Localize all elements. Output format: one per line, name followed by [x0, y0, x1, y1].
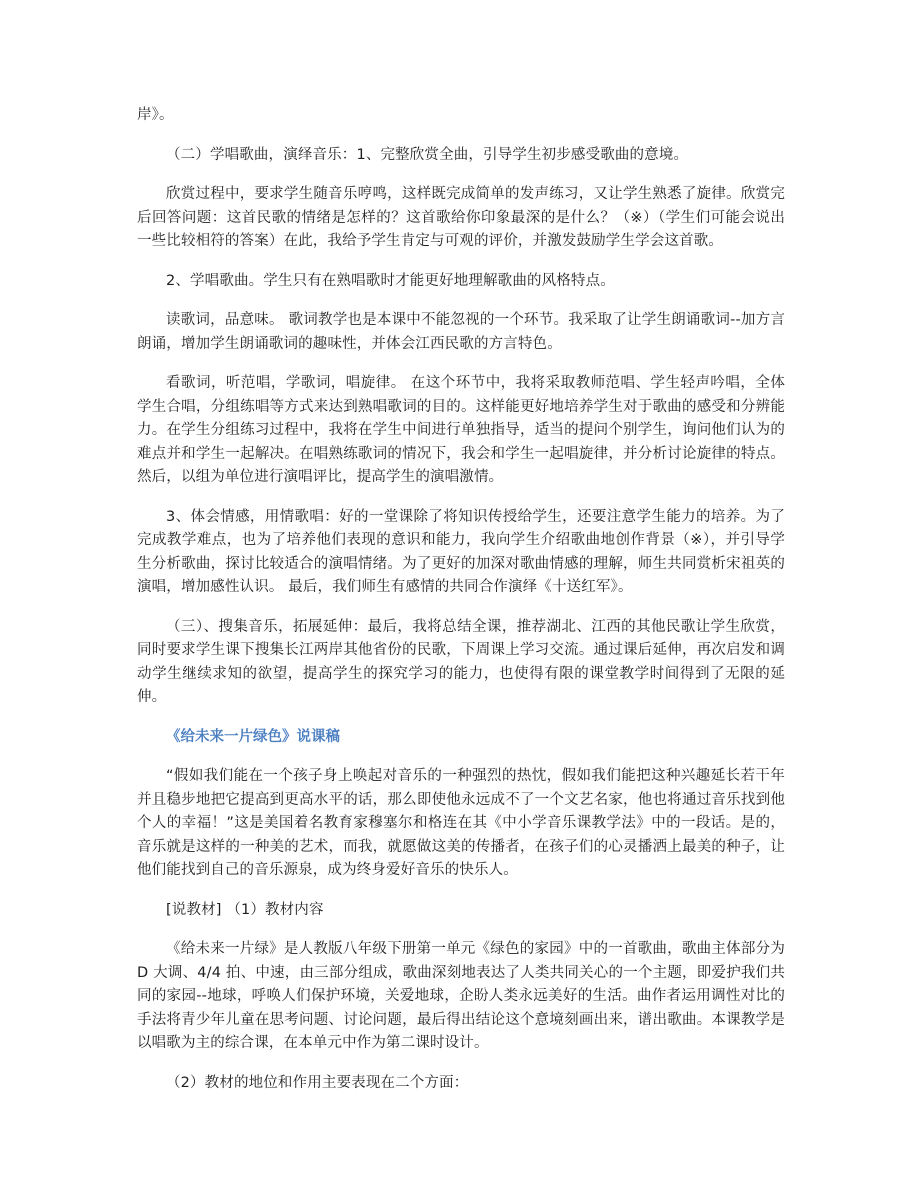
paragraph-sing-melody: 看歌词，听范唱，学歌词，唱旋律。 在这个环节中，我将采取教师范唱、学生轻声吟唱，全体学生合唱，分组练唱等方式来达到熟唱歌词的目的。这样能更好地培养学生对于歌曲的感受和分辨能力。在学生分组练习过程中，我将在学生中间进行单独指导，适当的提问个别学生，询问他们认为的难点并和学生一起解决。在唱熟练歌词的情况下，我会和学生一起唱旋律，并分析讨论旋律的特点。然后，以组为单位进行演唱评比，提高学生的演唱激情。 [137, 375, 785, 485]
paragraph-textbook-role: （2）教材的地位和作用主要表现在二个方面： [166, 1074, 469, 1091]
paragraph-textbook-label: [说教材] （1）教材内容 [166, 901, 324, 918]
paragraph-textbook-content: 《给未来一片绿》是人教版八年级下册第一单元《绿色的家园》中的一首歌曲，歌曲主体部分为 D 大调、4/4 拍、中速，由三部分组成，歌曲深刻地表达了人类共同关心的一个主题，即爱护我们共同的家园--地球，呼唤人们保护环境，关爱地球，企盼人类永远美好的生活。曲作者运用调性对比的手法将青少年儿童在思考问题、讨论问题，最后得出结论这个意境刻画出来，谱出歌曲。本课教学是以唱歌为主的综合课，在本单元中作为第二课时设计。 [137, 941, 785, 1051]
paragraph-read-lyrics: 读歌词，品意味。 歌词教学也是本课中不能忽视的一个环节。我采取了让学生朗诵歌词--加方言朗诵，增加学生朗诵歌词的趣味性，并体会江西民歌的方言特色。 [137, 312, 785, 352]
paragraph-quote: “假如我们能在一个孩子身上唤起对音乐的一种强烈的热忱，假如我们能把这种兴趣延长若干年并且稳步地把它提高到更高水平的话，那么即使他永远成不了一个文艺名家，他也将通过音乐找到他个人的幸福！”这是美国着名教育家穆塞尔和格连在其《中小学音乐课教学法》中的一段话。是的，音乐就是这样的一种美的艺术，而我，就愿做这美的传播者，在孩子们的心灵播洒上最美的种子，让他们能找到自己的音乐源泉，成为终身爱好音乐的快乐人。 [137, 768, 785, 878]
paragraph-section-two: （二）学唱歌曲，演绎音乐：1、完整欣赏全曲，引导学生初步感受歌曲的意境。 [166, 146, 689, 163]
section-heading: 《给未来一片绿色》说课稿 [166, 728, 340, 745]
paragraph-section-three: （三）、搜集音乐，拓展延伸：最后，我将总结全课，推荐湖北、江西的其他民歌让学生欣赏，同时要求学生课下搜集长江两岸其他省份的民歌，下周课上学习交流。通过课后延伸，再次启发和调动学生继续求知的欲望，提高学生的探究学习的能力，也使得有限的课堂教学时间得到了无限的延伸。 [137, 618, 785, 705]
paragraph-appreciation: 欣赏过程中，要求学生随音乐哼鸣，这样既完成简单的发声练习，又让学生熟悉了旋律。欣赏完后回答问题：这首民歌的情绪是怎样的？这首歌给你印象最深的是什么？（※）（学生们可能会说出一些比较相符的答案）在此，我给予学生肯定与可观的评价，并激发鼓励学生学会这首歌。 [137, 186, 785, 249]
paragraph-continuation: 岸》。 [137, 107, 174, 123]
paragraph-emotion: 3、体会情感，用情歌唱：好的一堂课除了将知识传授给学生，还要注意学生能力的培养。为了完成教学难点，也为了培养他们表现的意识和能力，我向学生介绍歌曲地创作背景（※），并引导学生分析歌曲，探讨比较适合的演唱情绪。为了更好的加深对歌曲情感的理解，师生共同赏析宋祖英的演唱，增加感性认识。 最后，我们师生有感情的共同合作演绎《十送红军》。 [137, 508, 785, 595]
paragraph-learn-song: 2、学唱歌曲。学生只有在熟唱歌时才能更好地理解歌曲的风格特点。 [166, 272, 615, 289]
document-page [137, 104, 785, 1111]
